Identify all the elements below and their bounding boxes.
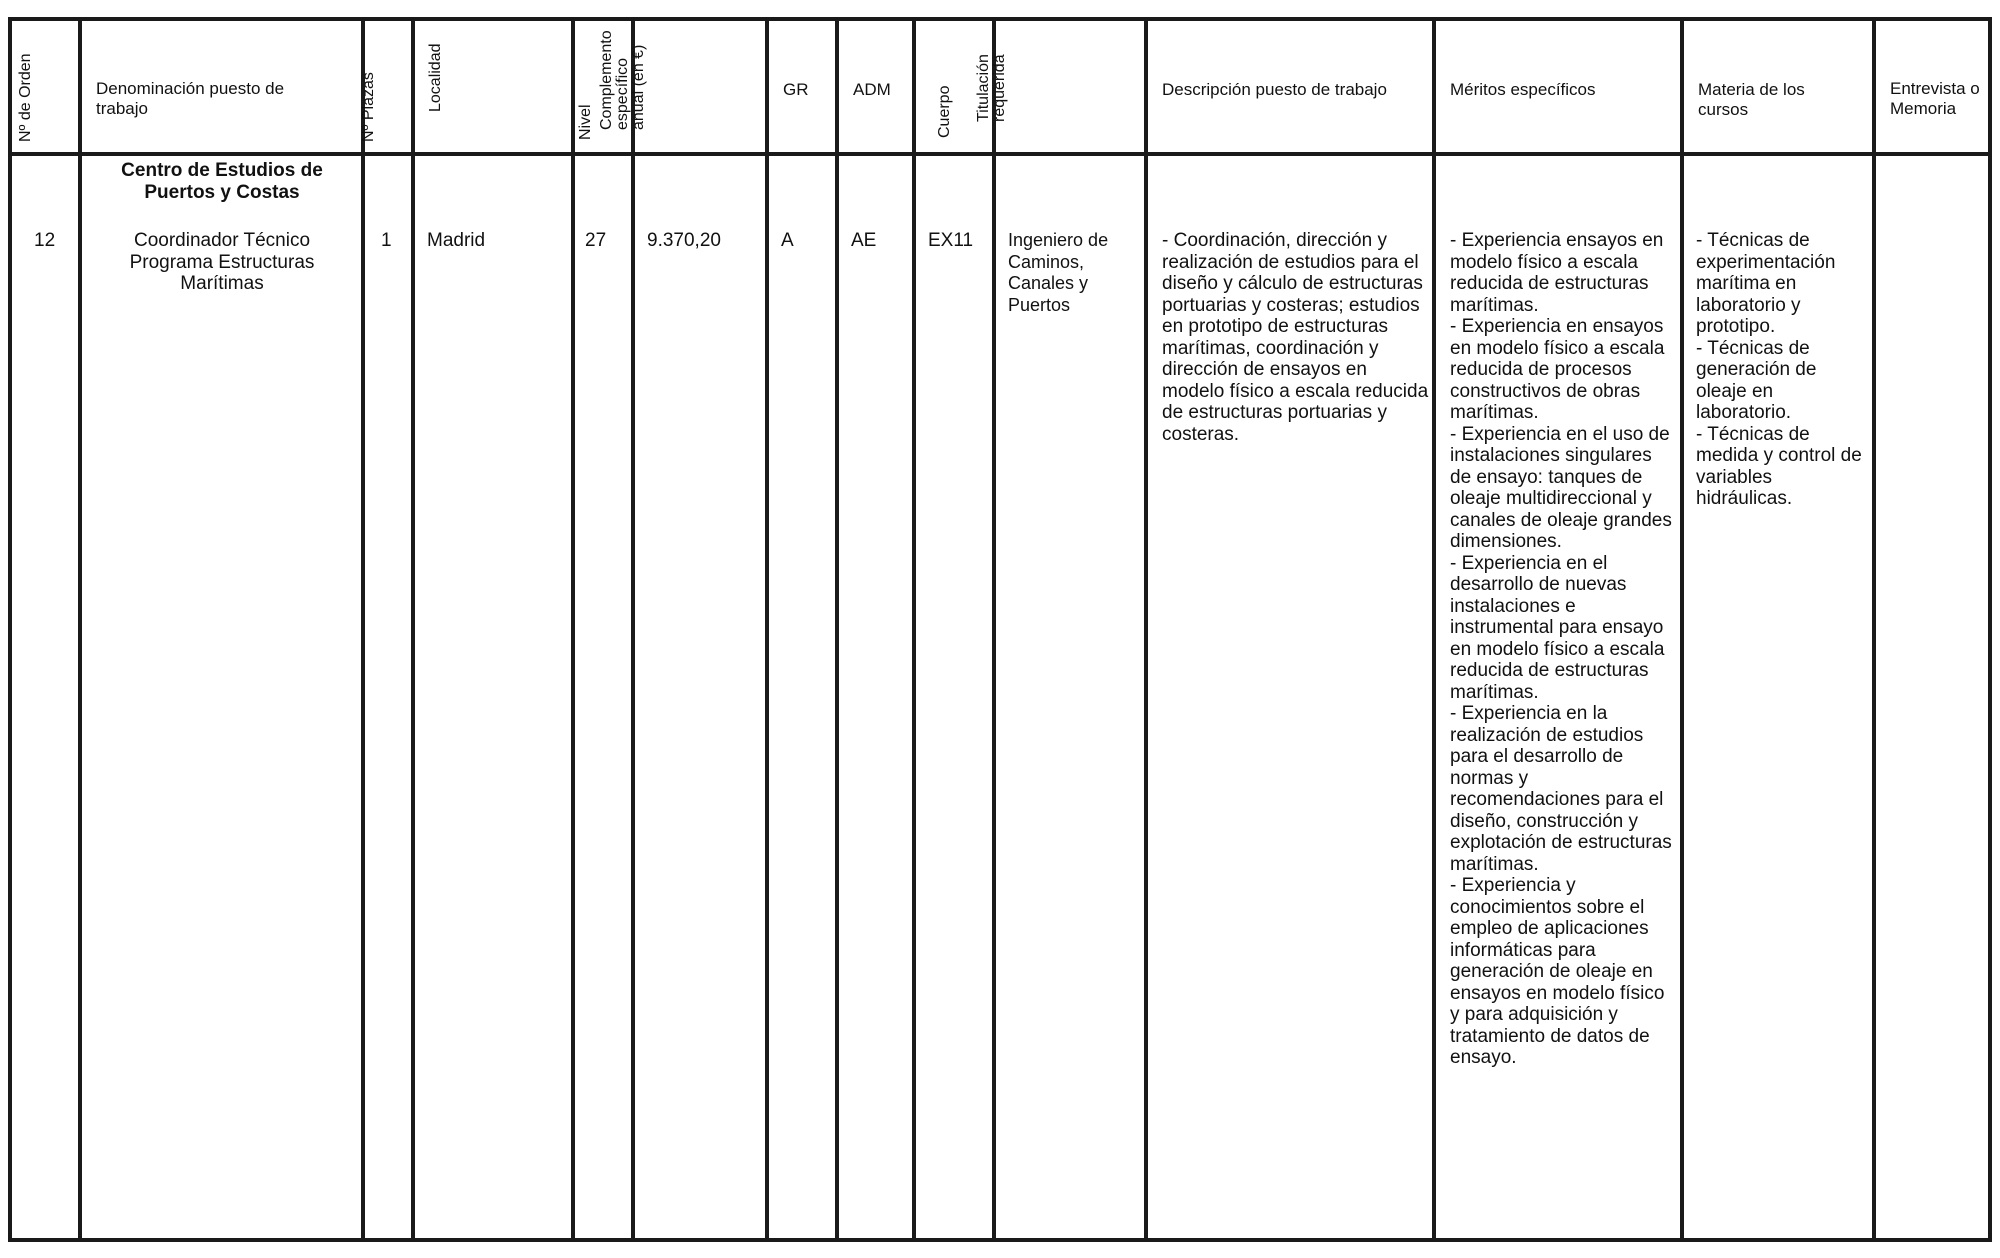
header-complemento-label: Complemento específico anual (en €) <box>598 30 647 130</box>
header-materia <box>1682 19 1874 154</box>
cell-localidad <box>413 154 573 1240</box>
plazas-value: 1 <box>381 230 392 251</box>
unit-title: Centro de Estudios de Puertos y Costas <box>121 160 323 203</box>
header-descripcion <box>1146 19 1434 154</box>
cuerpo-value: EX11 <box>928 230 974 251</box>
adm-value: AE <box>851 230 877 251</box>
cell-materia <box>1682 154 1874 1240</box>
cell-orden <box>10 154 80 1240</box>
header-plazas <box>360 19 413 154</box>
header-orden-label: Nº de Orden <box>17 53 34 142</box>
cell-cuerpo <box>914 154 994 1240</box>
gr-value: A <box>781 230 794 251</box>
header-gr <box>767 19 837 154</box>
cell-entrevista <box>1874 154 1990 1240</box>
header-adm <box>837 19 914 154</box>
header-nivel-label: Nivel <box>577 104 594 140</box>
cell-meritos <box>1434 154 1682 1240</box>
header-titulacion-label: Titulación requerida <box>975 54 1008 122</box>
cell-adm <box>837 154 914 1240</box>
header-plazas-label: Nº Plazas <box>360 72 377 142</box>
header-gr-label: GR <box>783 80 809 99</box>
cell-gr <box>767 154 837 1240</box>
nivel-value: 27 <box>585 230 607 251</box>
header-orden <box>10 19 80 154</box>
orden-value: 12 <box>34 230 56 251</box>
cell-plazas <box>363 154 413 1240</box>
cell-denominacion <box>80 154 363 1240</box>
materia-value: - Técnicas de experimentación marítima en laboratorio y prototipo. - Técnicas de generación de oleaje en laboratorio. - Técnicas de medida y control de variables hidráulicas. <box>1696 230 1862 509</box>
cell-nivel <box>573 154 633 1240</box>
header-meritos-label: Méritos específicos <box>1450 80 1596 99</box>
header-meritos <box>1434 19 1682 154</box>
header-adm-label: ADM <box>853 80 891 99</box>
header-materia-label: Materia de los cursos <box>1698 80 1805 119</box>
header-entrevista-label: Entrevista o Memoria <box>1890 79 1980 118</box>
header-denominacion <box>80 19 363 154</box>
meritos-value: - Experiencia ensayos en modelo físico a escala reducida de estructuras marítimas. - Experiencia en ensayos en modelo físico a escala reducida de procesos constructivos de obras marítimas. - Experiencia en el uso de instalaciones singulares de ensayo: tanques de oleaje multidireccional y canales de oleaje grandes dimensiones. - Experiencia en el desarrollo de nuevas instalaciones e instrumental para ensayo en modelo físico a escala reducida de estructuras marítimas. - Experiencia en la realización de estudios para el desarrollo de normas y recomendaciones para el diseño, construcción y explotación de estructuras marítimas. - Experiencia y conocimientos sobre el empleo de aplicaciones informáticas para generación de oleaje en ensayos en modelo físico y para adquisición y tratamiento de datos de ensayo. <box>1450 230 1672 1068</box>
header-complemento <box>598 19 767 154</box>
cell-titulacion <box>994 154 1146 1240</box>
cell-descripcion <box>1146 154 1434 1240</box>
titulacion-value: Ingeniero de Caminos, Canales y Puertos <box>1008 230 1109 315</box>
cell-complemento <box>633 154 767 1240</box>
header-titulacion <box>975 19 1146 154</box>
localidad-value: Madrid <box>427 230 486 251</box>
header-cuerpo-label: Cuerpo <box>936 85 953 138</box>
header-localidad <box>413 19 573 154</box>
denominacion-value: Coordinador Técnico Programa Estructuras Marítimas <box>129 230 315 294</box>
header-localidad-label: Localidad <box>427 43 444 112</box>
complemento-value: 9.370,20 <box>647 230 721 251</box>
descripcion-value: - Coordinación, dirección y realización de estudios para el diseño y cálculo de estructuras portuarias y costeras; estudios en prototipo de estructuras marítimas, coordinación y dirección de ensayos en modelo físico a escala reducida de estructuras portuarias y costeras. <box>1162 230 1429 445</box>
header-entrevista <box>1874 19 1990 154</box>
header-denominacion-label: Denominación puesto de trabajo <box>96 79 285 118</box>
header-descripcion-label: Descripción puesto de trabajo <box>1162 80 1387 99</box>
